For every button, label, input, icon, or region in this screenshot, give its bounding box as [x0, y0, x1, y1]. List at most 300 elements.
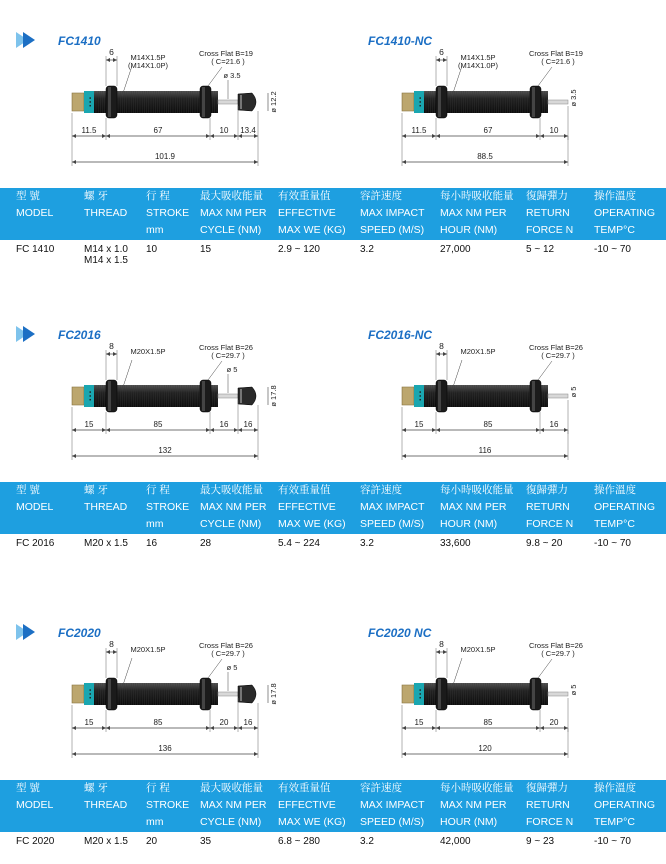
- dim-b-label: 85: [483, 420, 493, 429]
- header-cell-force: [526, 188, 573, 240]
- dim-a-arrow: [72, 134, 76, 138]
- header-line: 每小時吸收能量: [440, 190, 514, 202]
- dim-b-arrow: [536, 134, 540, 138]
- cell-thread: [84, 538, 128, 549]
- dim-c-arrow: [234, 134, 238, 138]
- dim-d-arrow: [254, 428, 258, 432]
- cell-value: 6.8 ~ 280: [278, 836, 320, 847]
- rod-diameter-label: ø 5: [226, 663, 238, 672]
- cell-hour: [440, 538, 471, 549]
- header-cell-speed: [360, 780, 425, 832]
- head-diameter-label: ø 12.2: [269, 91, 278, 113]
- header-line: STROKE: [146, 501, 190, 513]
- thread-label: M20X1.5P: [130, 645, 166, 654]
- header-line: EFFECTIVE: [278, 207, 336, 219]
- header-line: FORCE N: [526, 224, 574, 236]
- dim-c-label: 10: [549, 126, 559, 135]
- model-title-right: FC1410-NC: [368, 34, 433, 48]
- cell-hour: [440, 244, 471, 255]
- dim-a-arrow: [402, 428, 406, 432]
- header-line: MODEL: [16, 207, 54, 219]
- cell-force: [526, 244, 554, 255]
- thread-alt-label: (M14X1.0P): [127, 61, 169, 70]
- header-line: MAX NM PER: [200, 207, 267, 219]
- nut-highlight: [108, 679, 111, 709]
- cell-model: [16, 538, 54, 549]
- dim-a-arrow: [102, 726, 106, 730]
- dim-b-arrow: [436, 134, 440, 138]
- cell-weight: [278, 538, 320, 549]
- hex-dim-arrow: [443, 352, 447, 356]
- header-line: mm: [146, 816, 164, 828]
- cell-value: 10: [146, 244, 158, 255]
- header-line: STROKE: [146, 207, 190, 219]
- hex-dim-arrow: [113, 650, 117, 654]
- cell-value: FC 1410: [16, 244, 55, 255]
- header-cell-thread: [84, 482, 127, 534]
- header-line: CYCLE (NM): [200, 816, 262, 828]
- cross-flat-label: Cross Flat B=19: [199, 49, 253, 58]
- cell-value: -10 ~ 70: [594, 538, 631, 549]
- dim-c-label: 16: [549, 420, 559, 429]
- header-line: FORCE N: [526, 518, 574, 530]
- hex-nut: [530, 678, 541, 710]
- knurled-cap: [72, 93, 84, 111]
- model-title-left: FC1410: [58, 34, 101, 48]
- spec-table-header: [0, 482, 666, 534]
- rod-diameter-label: ø 3.5: [223, 71, 241, 80]
- brand-label-mark: ▪ ▪ ▪: [418, 97, 424, 107]
- brand-label-mark: ▪ ▪ ▪: [88, 391, 94, 401]
- header-cell-speed: [360, 482, 425, 534]
- piston-rod: [218, 100, 238, 104]
- header-line: RETURN: [526, 501, 570, 513]
- header-line: CYCLE (NM): [200, 224, 262, 236]
- cell-temp: [594, 538, 631, 549]
- hex-dim-arrow: [436, 650, 440, 654]
- dim-d-arrow: [238, 726, 242, 730]
- dim-c-arrow: [234, 428, 238, 432]
- product-block: [0, 322, 666, 562]
- nut-highlight: [202, 679, 205, 709]
- header-line: 行 程: [146, 484, 170, 496]
- dim-total-label: 136: [158, 744, 172, 753]
- header-cell-stroke: [146, 188, 189, 240]
- dim-total-arrow: [72, 454, 76, 458]
- header-line: CYCLE (NM): [200, 518, 262, 530]
- header-line: 型 號: [16, 190, 40, 202]
- header-line: FORCE N: [526, 816, 574, 828]
- header-line: THREAD: [84, 799, 128, 811]
- rod-diameter-label: ø 3.5: [569, 89, 578, 107]
- knurled-cap: [402, 387, 414, 405]
- header-line: 型 號: [16, 484, 40, 496]
- dim-total-label: 120: [478, 744, 492, 753]
- cell-value: 9.8 ~ 20: [526, 538, 563, 549]
- piston-rod: [548, 394, 568, 398]
- header-cell-stroke: [146, 780, 189, 832]
- hex-width-label: 6: [439, 47, 444, 57]
- cell-energy: [200, 836, 211, 847]
- header-line: MAX WE (KG): [278, 816, 346, 828]
- cell-value: 5.4 ~ 224: [278, 538, 320, 549]
- dim-total-arrow: [564, 752, 568, 756]
- header-cell-energy: [200, 780, 267, 832]
- dim-b-label: 85: [153, 718, 163, 727]
- cell-stroke: [146, 836, 157, 847]
- nut-highlight: [532, 679, 535, 709]
- header-line: 容許速度: [360, 782, 402, 794]
- dim-b-arrow: [436, 428, 440, 432]
- cell-value: M14 x 1.0: [84, 244, 128, 255]
- header-line: 復歸彈力: [526, 484, 568, 496]
- dim-a-arrow: [402, 134, 406, 138]
- dim-c-arrow: [210, 726, 214, 730]
- cross-flat-leader: [538, 361, 552, 380]
- header-line: MAX WE (KG): [278, 224, 346, 236]
- drawing-with-cap: [4, 636, 304, 791]
- cell-energy: [200, 538, 211, 549]
- header-line: 每小時吸收能量: [440, 484, 514, 496]
- header-line: STROKE: [146, 799, 190, 811]
- header-line: 最大吸收能量: [200, 484, 263, 496]
- header-line: SPEED (M/S): [360, 518, 425, 530]
- knurled-cap: [402, 93, 414, 111]
- header-line: MAX NM PER: [440, 799, 507, 811]
- dim-c-label: 10: [219, 126, 229, 135]
- absorber-drawing-svg: [334, 44, 634, 194]
- header-line: 復歸彈力: [526, 782, 568, 794]
- brand-label-mark: ▪ ▪ ▪: [88, 97, 94, 107]
- thread-label: M20X1.5P: [460, 347, 496, 356]
- dim-d-label: 16: [243, 718, 253, 727]
- cross-flat-label: Cross Flat B=26: [199, 641, 253, 650]
- cross-flat-c-label: ( C=29.7 ): [541, 351, 575, 360]
- hex-nut: [436, 678, 447, 710]
- header-cell-thread: [84, 188, 127, 240]
- absorber-drawing-svg: [334, 338, 634, 488]
- header-cell-force: [526, 482, 573, 534]
- header-line: mm: [146, 224, 164, 236]
- dim-d-label: 16: [243, 420, 253, 429]
- dim-a-arrow: [402, 726, 406, 730]
- header-line: 復歸彈力: [526, 190, 568, 202]
- dim-a-label: 15: [84, 420, 94, 429]
- dim-a-label: 15: [414, 420, 424, 429]
- dim-a-label: 15: [414, 718, 424, 727]
- header-line: MAX IMPACT: [360, 207, 425, 219]
- dim-b-arrow: [206, 428, 210, 432]
- cell-value: 42,000: [440, 836, 471, 847]
- cross-flat-c-label: ( C=21.6 ): [541, 57, 575, 66]
- header-cell-hour: [440, 780, 514, 832]
- cell-speed: [360, 244, 374, 255]
- cell-value: 16: [146, 538, 158, 549]
- header-line: 行 程: [146, 190, 170, 202]
- cell-value: 3.2: [360, 836, 374, 847]
- cross-flat-label: Cross Flat B=26: [529, 641, 583, 650]
- cell-temp: [594, 244, 631, 255]
- dim-a-label: 11.5: [81, 126, 97, 135]
- hex-width-label: 8: [439, 639, 444, 649]
- cross-flat-c-label: ( C=29.7 ): [211, 649, 245, 658]
- dim-a-arrow: [432, 134, 436, 138]
- model-title-right: FC2020 NC: [368, 626, 432, 640]
- hex-dim-arrow: [106, 352, 110, 356]
- dim-a-arrow: [432, 428, 436, 432]
- dim-c-arrow: [564, 428, 568, 432]
- header-line: 型 號: [16, 782, 40, 794]
- cell-value: 3.2: [360, 538, 374, 549]
- hex-dim-arrow: [113, 352, 117, 356]
- dim-b-arrow: [106, 428, 110, 432]
- cross-flat-leader: [208, 361, 222, 380]
- thread-alt-label: (M14X1.0P): [457, 61, 499, 70]
- dim-c-label: 16: [219, 420, 229, 429]
- hex-dim-arrow: [113, 58, 117, 62]
- header-line: 操作溫度: [594, 190, 636, 202]
- hex-nut: [530, 380, 541, 412]
- hex-dim-arrow: [443, 650, 447, 654]
- cell-value: 33,600: [440, 538, 471, 549]
- piston-rod: [548, 692, 568, 696]
- header-line: OPERATING: [594, 207, 656, 219]
- header-line: MAX NM PER: [440, 501, 507, 513]
- product-block: [0, 28, 666, 268]
- piston-rod: [548, 100, 568, 104]
- cell-speed: [360, 836, 374, 847]
- nut-highlight: [108, 381, 111, 411]
- cell-value: FC 2016: [16, 538, 55, 549]
- hex-nut: [106, 678, 117, 710]
- rod-diameter-label: ø 5: [569, 386, 578, 398]
- cell-weight: [278, 244, 320, 255]
- nut-highlight: [438, 679, 441, 709]
- cross-flat-label: Cross Flat B=19: [529, 49, 583, 58]
- header-cell-weight: [278, 780, 346, 832]
- cell-force: [526, 836, 554, 847]
- dim-total-arrow: [72, 160, 76, 164]
- table-row: [0, 534, 666, 564]
- header-line: EFFECTIVE: [278, 501, 336, 513]
- header-line: TEMP°C: [594, 224, 635, 236]
- hex-width-label: 8: [109, 341, 114, 351]
- piston-rod: [218, 692, 238, 696]
- dim-total-arrow: [72, 752, 76, 756]
- cell-temp: [594, 836, 631, 847]
- hex-nut: [200, 380, 211, 412]
- cell-value: 9 ~ 23: [526, 836, 555, 847]
- dim-total-arrow: [564, 454, 568, 458]
- cross-flat-leader: [208, 67, 222, 86]
- dim-b-arrow: [206, 134, 210, 138]
- hex-nut: [106, 86, 117, 118]
- header-line: 有效重量值: [278, 190, 331, 202]
- cap-highlight: [240, 389, 242, 403]
- nut-highlight: [438, 381, 441, 411]
- cross-flat-leader: [538, 67, 552, 86]
- dim-d-label: 13.4: [240, 126, 256, 135]
- header-line: HOUR (NM): [440, 816, 498, 828]
- cell-value: FC 2020: [16, 836, 55, 847]
- dim-c-arrow: [540, 428, 544, 432]
- absorber-drawing-svg: [4, 338, 304, 488]
- header-line: 容許速度: [360, 484, 402, 496]
- cell-stroke: [146, 538, 157, 549]
- absorber-drawing-svg: [4, 44, 304, 194]
- header-line: RETURN: [526, 207, 570, 219]
- table-row: [0, 832, 666, 862]
- header-line: SPEED (M/S): [360, 816, 425, 828]
- dim-b-label: 67: [483, 126, 493, 135]
- absorber-drawing-svg: [334, 636, 634, 786]
- dim-b-arrow: [436, 726, 440, 730]
- header-line: OPERATING: [594, 799, 656, 811]
- dim-a-arrow: [102, 428, 106, 432]
- dim-total-label: 101.9: [154, 152, 176, 161]
- header-line: 螺 牙: [84, 190, 108, 202]
- nut-highlight: [202, 87, 205, 117]
- cell-value: 15: [200, 244, 212, 255]
- hex-nut: [106, 380, 117, 412]
- cell-thread: [84, 244, 128, 266]
- header-line: TEMP°C: [594, 816, 635, 828]
- nut-highlight: [532, 87, 535, 117]
- table-row: [0, 240, 666, 270]
- header-line: 最大吸收能量: [200, 782, 263, 794]
- knurled-cap: [72, 685, 84, 703]
- nut-highlight: [202, 381, 205, 411]
- cell-value: 5 ~ 12: [526, 244, 555, 255]
- cell-model: [16, 244, 54, 255]
- header-cell-hour: [440, 482, 514, 534]
- cross-flat-label: Cross Flat B=26: [199, 343, 253, 352]
- header-line: 操作溫度: [594, 782, 636, 794]
- header-line: 螺 牙: [84, 484, 108, 496]
- dim-total-label: 116: [478, 446, 492, 455]
- model-title-right: FC2016-NC: [368, 328, 433, 342]
- hex-dim-arrow: [436, 58, 440, 62]
- thread-label: M14X1.5P: [460, 53, 496, 62]
- header-line: 有效重量值: [278, 782, 331, 794]
- cell-value: 27,000: [440, 244, 471, 255]
- dim-a-label: 11.5: [411, 126, 427, 135]
- cross-flat-label: Cross Flat B=26: [529, 343, 583, 352]
- cap-highlight: [240, 95, 242, 109]
- dim-total-arrow: [254, 752, 258, 756]
- dim-total-arrow: [254, 454, 258, 458]
- dim-total-label: 132: [158, 446, 172, 455]
- header-cell-temp: [594, 188, 655, 240]
- dim-c-label: 20: [549, 718, 559, 727]
- header-line: THREAD: [84, 207, 128, 219]
- hex-nut: [530, 86, 541, 118]
- hex-nut: [436, 380, 447, 412]
- product-block: [0, 620, 666, 860]
- model-title-left: FC2020: [58, 626, 101, 640]
- nut-highlight: [108, 87, 111, 117]
- dim-c-arrow: [564, 134, 568, 138]
- head-diameter-label: ø 17.8: [269, 683, 278, 705]
- head-diameter-label: ø 17.8: [269, 385, 278, 407]
- dim-b-arrow: [206, 726, 210, 730]
- header-cell-energy: [200, 482, 267, 534]
- rod-diameter-label: ø 5: [569, 684, 578, 696]
- dim-c-arrow: [540, 134, 544, 138]
- cell-value: -10 ~ 70: [594, 836, 631, 847]
- model-title-left: FC2016: [58, 328, 101, 342]
- cell-value: 28: [200, 538, 212, 549]
- dim-c-label: 20: [219, 718, 229, 727]
- spec-table-header: [0, 780, 666, 832]
- header-cell-model: [16, 780, 53, 832]
- dim-c-arrow: [564, 726, 568, 730]
- nut-highlight: [438, 87, 441, 117]
- dim-c-arrow: [210, 428, 214, 432]
- cap-highlight: [240, 687, 242, 701]
- hex-dim-arrow: [436, 352, 440, 356]
- cell-weight: [278, 836, 320, 847]
- spec-table-header: [0, 188, 666, 240]
- header-line: MAX IMPACT: [360, 799, 425, 811]
- dim-total-arrow: [564, 160, 568, 164]
- cell-value: M20 x 1.5: [84, 836, 128, 847]
- thread-label: M14X1.5P: [130, 53, 166, 62]
- dim-c-arrow: [234, 726, 238, 730]
- header-cell-model: [16, 188, 53, 240]
- header-line: SPEED (M/S): [360, 224, 425, 236]
- hex-dim-arrow: [106, 650, 110, 654]
- header-line: 容許速度: [360, 190, 402, 202]
- drawing-with-cap: [4, 338, 304, 493]
- cell-value: 3.2: [360, 244, 374, 255]
- drawing-no-cap: [334, 636, 634, 791]
- cell-force: [526, 538, 562, 549]
- hex-dim-arrow: [106, 58, 110, 62]
- header-cell-force: [526, 780, 573, 832]
- brand-label-mark: ▪ ▪ ▪: [418, 689, 424, 699]
- header-line: 每小時吸收能量: [440, 782, 514, 794]
- dim-total-arrow: [402, 752, 406, 756]
- cross-flat-leader: [208, 659, 222, 678]
- dim-a-arrow: [102, 134, 106, 138]
- header-line: HOUR (NM): [440, 518, 498, 530]
- dim-total-arrow: [402, 454, 406, 458]
- dim-b-label: 67: [153, 126, 163, 135]
- cell-value: 35: [200, 836, 212, 847]
- header-line: EFFECTIVE: [278, 799, 336, 811]
- cross-flat-c-label: ( C=21.6 ): [211, 57, 245, 66]
- cell-energy: [200, 244, 211, 255]
- dim-c-arrow: [210, 134, 214, 138]
- cross-flat-c-label: ( C=29.7 ): [541, 649, 575, 658]
- header-line: MAX WE (KG): [278, 518, 346, 530]
- thread-label: M20X1.5P: [130, 347, 166, 356]
- header-line: TEMP°C: [594, 518, 635, 530]
- cell-value: M20 x 1.5: [84, 538, 128, 549]
- dim-b-label: 85: [483, 718, 493, 727]
- dim-d-arrow: [238, 428, 242, 432]
- absorber-drawing-svg: [4, 636, 304, 786]
- cell-value: -10 ~ 70: [594, 244, 631, 255]
- dim-b-arrow: [106, 726, 110, 730]
- cell-value: 2.9 ~ 120: [278, 244, 320, 255]
- cell-thread: [84, 836, 128, 847]
- dim-a-arrow: [72, 726, 76, 730]
- hex-dim-arrow: [443, 58, 447, 62]
- header-cell-weight: [278, 482, 346, 534]
- drawing-with-cap: [4, 44, 304, 199]
